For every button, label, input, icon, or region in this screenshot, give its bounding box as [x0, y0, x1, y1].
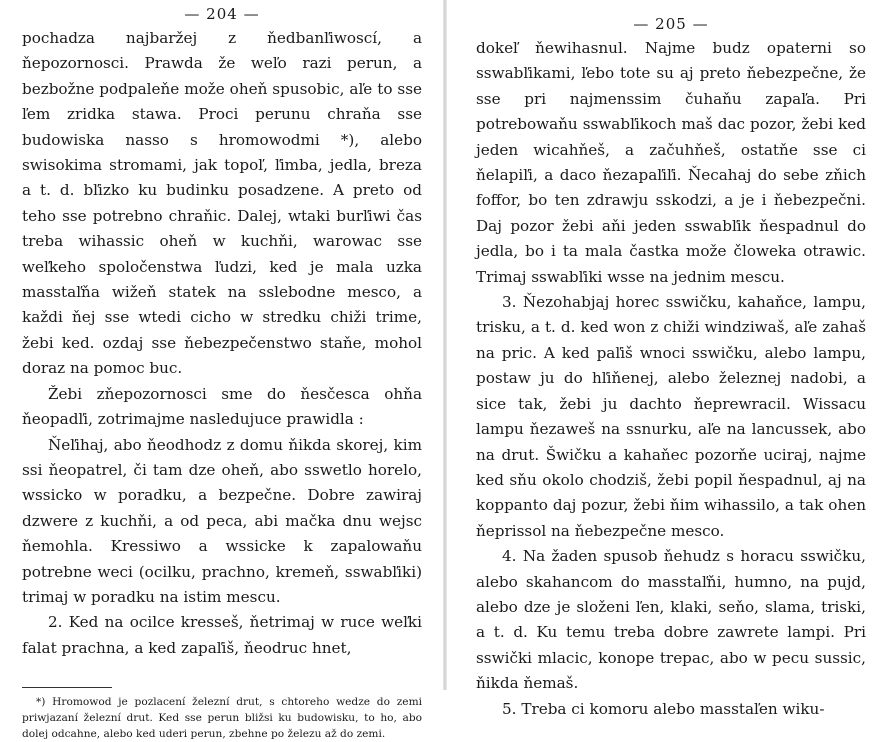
paragraph: Žebi zňepozornosci sme do ňesčesca ohňa ňeopadľi, zotrimajme nasleduјuce prawidla : [22, 384, 422, 429]
right-page [452, 0, 886, 718]
book-gutter [443, 0, 447, 690]
page-body [476, 36, 866, 722]
page-number: — 204 — [184, 5, 260, 23]
paragraph: dokeľ ňewihasnul. Najme budz opaterni so sswabľikami, ľebo tote su aj preto ňebezpečne, že sse pri najmenssim čuhaňu zapaľa. Pri potrebowaňu sswabľikoch maš dac pozor, žebi ked jeden wicahňeš, a začuhňeš, ostatňe sse ci ňelapiľi, a daco ňezapaľiľi. Ňecahaj do sebe zňich foffor, bo ten zdrawju sskodzi, a je i ňebezpečni. Daj pozor žebi aňi jeden sswabľik ňespadnul do jedla, bo i ta mala častka može čloweka otrawic. Trimaj sswabľiki wsse na jednim mescu. [476, 39, 866, 286]
paragraph: pochadza najbaržej z ňedbanľiwoscí, a ňepozornosci. Prawda že weľo razi perun, a bezbožne podpaleňe može oheň spusobic, aľe to sse ľem zridka stawa. Proci perunu chraňa sse budowiska nasso s hromowodmi *), alebo swisokima stromami, jak topoľ, ľimba, jedla, breza a t. d. bľizko ku budinku posadzene. A preto od teho sse potrebno chraňic. Dalej, wtaki burľiwi čas treba wihassic oheň w kuchňi, warowac sse weľkeho spoločenstwa ľudzi, ked je mala uzka masstaľňa wižeň statek na sslebodne mesco, a každi ňej sse wtedi cicho w stredku chiži trime, žebi ked. ozdaj sse ňebezpečenstwo staňe, mohol doraz na pomoc buc. [22, 29, 422, 378]
footnote: *) Hromowod je pozlacení železní drut, s chtoreho wedze do zemi priwjazaní železní drut. Ked sse perun bližsi ku budowisku, to ho, abo dolej odcahne, alebo ked uderi perun, zbehne po železu až do zemi. [22, 696, 422, 741]
footnote-divider [22, 687, 112, 688]
paragraph: 3. Ňezohabjaj horec sswičku, kahaňce, lampu, trisku, a t. d. ked won z chiži windziwaš, aľe zahaš na pric. A ked paľiš wnoci sswičku, alebo lampu, postaw ju do hľiňenej, alebo železnej nadobi, a sice tak, žebi ju dachto ňeprewracil. Wissacu lampu ňezaweš na ssnurku, aľe na lancussek, abo na drut. Šwičku a kahaňec pozorňe uciraj, najme ked sňu okolo chodziš, žebi popil ňespadnul, aj na koppanto daj pozur, žebi ňim wihassilo, a tak ohen ňeprissol na ňebezpečne mesco. [476, 293, 866, 540]
left-page [0, 0, 440, 741]
page-number: — 205 — [633, 15, 709, 33]
paragraph: 4. Na žaden spusob ňehudz s horacu sswičku, alebo skahancom do masstaľňi, humno, na pujd, alebo dze je složeni ľen, klaki, seňo, slama, triski, a t. d. Ku temu treba dobre zawrete lampi. Pri sswički mlacic, konope trepac, abo w pecu sussic, ňikda ňemaš. [476, 547, 866, 693]
paragraph: 2. Ked na ocilce kresseš, ňetrimaj w ruce weľki falat prachna, a ked zapaľiš, ňeodruc hnet, [22, 613, 422, 657]
paragraph: Ňeľihaj, abo ňeodhodz z domu ňikda skorej, kim ssi ňeopatrel, či tam dze oheň, abo sswetlo horelo, wssicko w poradku, a bezpečne. Dobre zawiraj dzwere z kuchňi, a od peca, abi mačka dnu wejsc ňemohla. Kressiwo a wssicke k zapalowaňu potrebne weci (ocilku, prachno, kremeň, sswabľiki) trimaj w poradku na istim mescu. [22, 435, 422, 606]
paragraph: 5. Treba ci komoru alebo masstaľen wiku- [502, 699, 825, 718]
page-body [22, 26, 422, 661]
